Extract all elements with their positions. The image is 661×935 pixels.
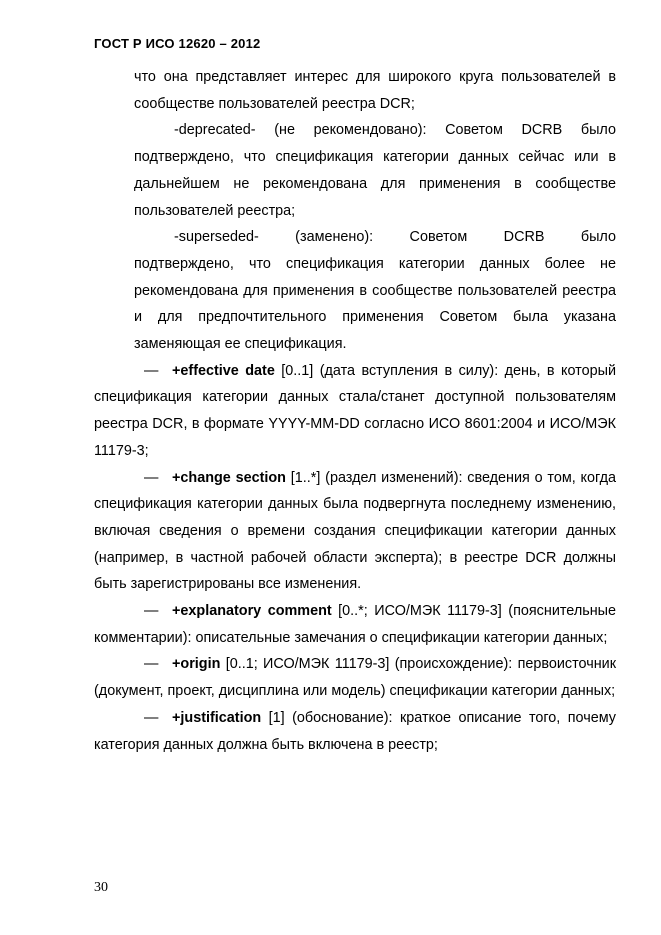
item-text: [0..1; ИСО/МЭК 11179-3] (происхождение): первоисточник (документ, проект, дисциплина или модель) спецификации категории данных; (94, 656, 616, 700)
item-text: [1..*] (раздел изменений): сведения о том, когда спецификация категории данных была подвергнута последнему изменению, включая сведения о времени создания спецификации категории данных (например, в частной рабочей области эксперта); в реестре DCR должны быть зарегистрированы все изменения. (94, 469, 616, 593)
paragraph-superseded-rest: подтверждено, что спецификация категории данных более не рекомендована для применения в сообществе пользователей реестра и для предпочтительного применения Советом была указана заменяющая ее спецификация. (134, 255, 616, 353)
dash-marker: — (144, 656, 159, 673)
term-justification: +justification (172, 709, 262, 726)
paragraph-deprecated: -deprecated- (не рекомендовано): Советом DCRB было подтверждено, что спецификация категории данных сейчас или в дальнейшем не рекомендована для применения в сообществе пользователей реестра; (134, 122, 616, 219)
document-header: ГОСТ Р ИСО 12620 – 2012 (94, 36, 261, 51)
dash-marker: — (144, 362, 159, 379)
term-origin: +origin (172, 656, 221, 673)
dash-marker: — (144, 469, 159, 486)
list-item-explanatory-comment (94, 598, 616, 651)
list-item-change-section (94, 465, 616, 599)
term-explanatory-comment: +explanatory comment (172, 603, 332, 620)
paragraph-superseded-first-line: -superseded- (заменено): Советом DCRB было (174, 229, 616, 246)
item-text: [0..*; ИСО/МЭК 11179-3] (пояснительные комментарии): описательные замечания о спецификации категории данных; (94, 603, 617, 646)
term-change-section: +change section (172, 469, 286, 486)
item-text: [0..1] (дата вступления в силу): день, в который спецификация категории данных стала/станет доступной пользователям реестра DCR, в формате YYYY-MM-DD согласно ИСО 8601:2004 и ИСО/МЭК 11179-3; (94, 362, 616, 459)
page-number: 30 (94, 880, 108, 895)
item-text: [1] (обоснование): краткое описание того, почему категория данных должна быть включена в реестр; (94, 709, 616, 753)
dash-marker: — (144, 709, 159, 726)
paragraph-continuation: что она представляет интерес для широкого круга пользователей в сообществе пользователей реестра DCR; (134, 69, 616, 112)
document-body (94, 64, 616, 758)
term-effective-date: +effective date (172, 362, 275, 379)
dash-marker: — (144, 603, 159, 620)
list-item-effective-date (94, 358, 616, 465)
list-item-justification (94, 705, 616, 758)
list-item-origin (94, 651, 616, 704)
